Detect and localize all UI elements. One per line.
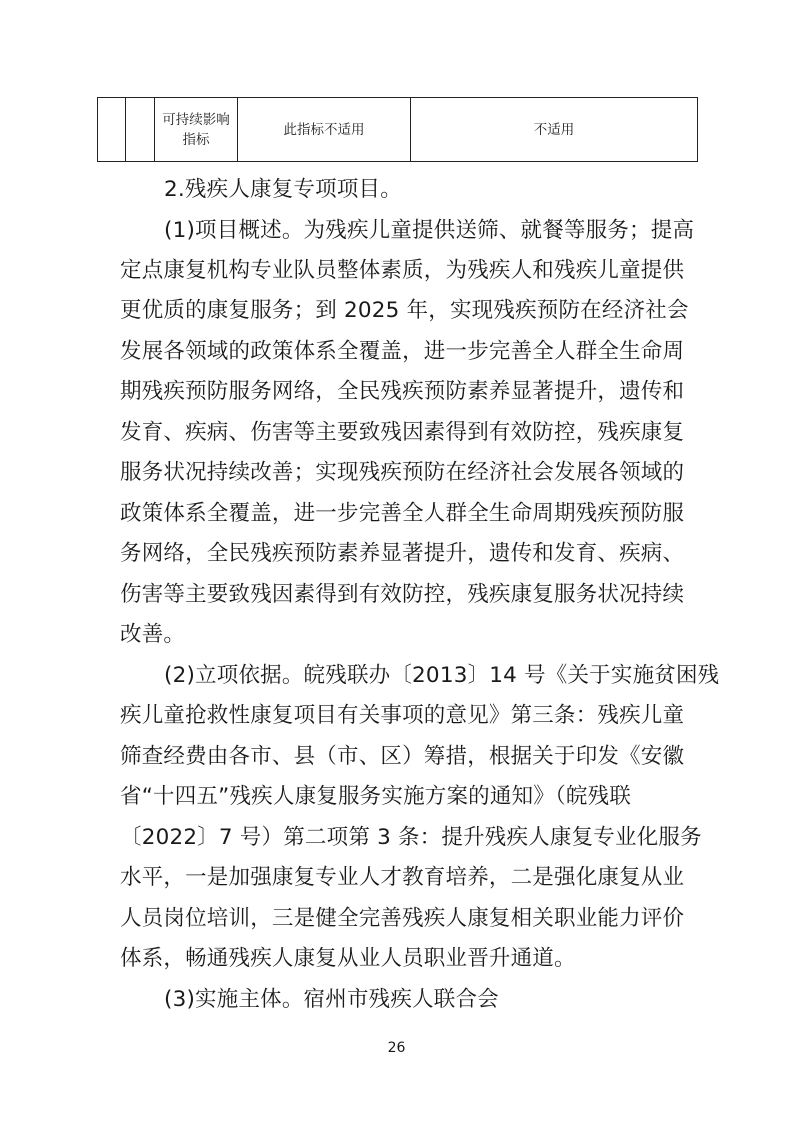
section-heading: 2.残疾人康复专项项目。 xyxy=(164,177,402,202)
paragraph-line: 定点康复机构专业队员整体素质，为残疾人和残疾儿童提供 xyxy=(120,258,685,283)
indicator-value-cell: 此指标不适用 xyxy=(238,98,411,162)
paragraph-line: 伤害等主要致残因素得到有效防控，残疾康复服务状况持续 xyxy=(120,582,685,607)
paragraph-line: 改善。 xyxy=(120,622,186,647)
applicability-cell: 不适用 xyxy=(411,98,698,162)
indicator-label-cell xyxy=(155,98,238,162)
table-cell-empty-2 xyxy=(126,98,155,162)
paragraph-line: (1)项目概述。为残疾儿童提供送筛、就餐等服务；提高 xyxy=(164,218,695,243)
paragraph-line: 体系，畅通残疾人康复从业人员职业晋升通道。 xyxy=(120,946,576,971)
paragraph-line: 发展各领域的政策体系全覆盖，进一步完善全人群全生命周 xyxy=(120,339,685,364)
paragraph-line: 服务状况持续改善；实现残疾预防在经济社会发展各领域的 xyxy=(120,460,685,485)
paragraph-line: 〔2022〕7 号）第二项第 3 条：提升残疾人康复专业化服务 xyxy=(120,825,702,850)
indicator-table-fragment xyxy=(97,97,698,162)
paragraph-line: 省“十四五”残疾人康复服务实施方案的通知》（皖残联 xyxy=(120,784,632,809)
indicator-label-line1: 可持续影响 xyxy=(162,111,230,128)
table-cell-empty-1 xyxy=(98,98,126,162)
paragraph-line: 期残疾预防服务网络，全民残疾预防素养显著提升，遗传和 xyxy=(120,379,685,404)
paragraph-line: 更优质的康复服务；到 2025 年，实现残疾预防在经济社会 xyxy=(120,298,689,323)
table-row xyxy=(98,98,698,162)
paragraph-line: 政策体系全覆盖，进一步完善全人群全生命周期残疾预防服 xyxy=(120,501,685,526)
paragraph-line: (3)实施主体。宿州市残疾人联合会 xyxy=(164,987,499,1012)
paragraph-line: (2)立项依据。皖残联办〔2013〕14 号《关于实施贫困残 xyxy=(164,663,720,688)
paragraph-line: 发育、疾病、伤害等主要致残因素得到有效防控，残疾康复 xyxy=(120,420,685,445)
indicator-label-line2: 指标 xyxy=(182,131,210,148)
paragraph-line: 人员岗位培训，三是健全完善残疾人康复相关职业能力评价 xyxy=(120,906,685,931)
paragraph-line: 疾儿童抢救性康复项目有关事项的意见》第三条：残疾儿童 xyxy=(120,703,685,728)
paragraph-line: 务网络，全民残疾预防素养显著提升，遗传和发育、疾病、 xyxy=(120,541,685,566)
paragraph-line: 筛查经费由各市、县（市、区）筹措，根据关于印发《安徽 xyxy=(120,744,685,769)
paragraph-line: 水平，一是加强康复专业人才教育培养，二是强化康复从业 xyxy=(120,865,685,890)
page-number: 26 xyxy=(387,1040,406,1056)
